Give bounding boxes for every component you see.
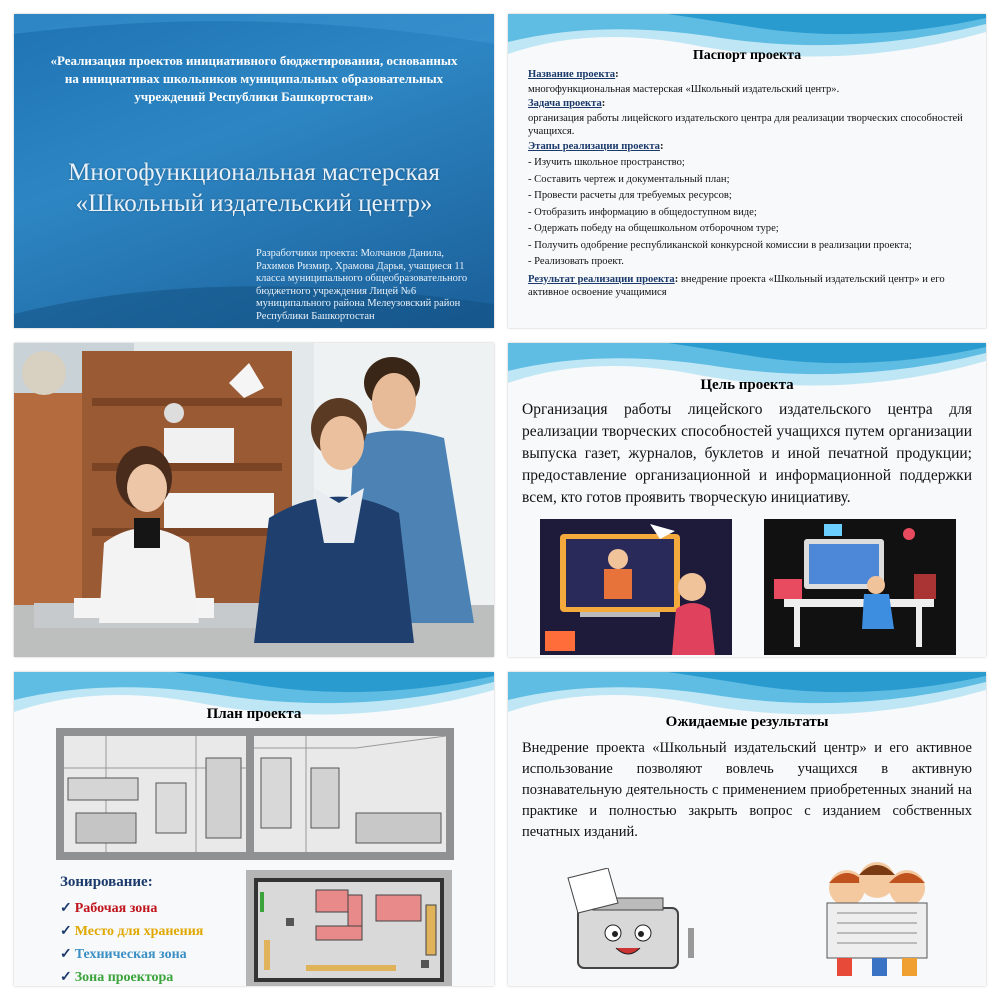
stage-item: - Одержать победу на общешкольном отборочном туре; xyxy=(528,223,779,234)
project-name-value: многофункциональная мастерская «Школьный издательский центр». xyxy=(528,83,840,95)
goal-slide[interactable] xyxy=(508,343,986,657)
plan-heading: План проекта xyxy=(206,706,302,722)
team-photo[interactable] xyxy=(14,343,494,657)
slide1-subtitle-line2: «Школьный издательский центр» xyxy=(75,190,433,217)
stage-item: - Изучить школьное пространство; xyxy=(528,157,685,168)
zone-label: Рабочая зона xyxy=(74,901,158,916)
check-icon: ✓ xyxy=(60,947,72,962)
floor-plan xyxy=(246,870,452,986)
results-text: Внедрение проекта «Школьный издательский центр» и его активное использование позволяют вовлечь учащихся в активную познавательную деятельность с применением приобретенных знаний на практике и полностью закрыть вопрос с изданием собственных печатных изданий. xyxy=(522,740,972,840)
online-teacher-illustration xyxy=(540,519,732,655)
zone-item-technical xyxy=(60,946,187,963)
project-result-value: внедрение проекта «Школьный издательский центр» и его активное освоение учащимися xyxy=(528,273,945,298)
passport-slide[interactable] xyxy=(508,14,986,328)
room-sketches xyxy=(56,728,454,860)
plan-slide[interactable] xyxy=(14,672,494,986)
kids-newspaper-illustration xyxy=(802,858,952,983)
stage-item: - Отобразить информацию в общедоступном виде; xyxy=(528,206,757,218)
results-slide[interactable] xyxy=(508,672,986,986)
zone-item-storage xyxy=(60,923,203,940)
project-result-label: Результат реализации проекта xyxy=(528,273,675,285)
wave-decoration xyxy=(508,672,986,742)
team-photo-image xyxy=(14,343,494,657)
zone-item-work xyxy=(60,900,157,917)
check-icon: ✓ xyxy=(60,970,72,985)
project-task-label: Задача проекта xyxy=(528,98,602,109)
stage-item: - Реализовать проект. xyxy=(528,256,624,267)
check-icon: ✓ xyxy=(60,901,72,916)
results-heading: Ожидаемые результаты xyxy=(665,714,829,730)
title-slide[interactable] xyxy=(14,14,494,328)
stage-item: - Составить чертеж и документальный план; xyxy=(528,173,730,185)
project-stages-label: Этапы реализации проекта xyxy=(528,140,660,152)
stage-item: - Получить одобрение республиканской конкурсной комиссии в реализации проекта; xyxy=(528,239,912,251)
check-icon: ✓ xyxy=(60,924,72,939)
workstation-illustration xyxy=(764,519,956,655)
zone-label: Место для хранения xyxy=(74,924,204,939)
zone-label: Техническая зона xyxy=(74,947,187,962)
zone-label: Зона проектора xyxy=(74,970,174,985)
goal-text: Организация работы лицейского издательского центра для реализации творческих способностей учащихся путем организации выпуска газет, журналов, буклетов и иной печатной продукции; предоставление организационной и информационной поддержки всем, кто готов проявить творческую инициативу. xyxy=(522,401,972,506)
zoning-title: Зонирование: xyxy=(60,874,153,890)
slide1-title: «Реализация проектов инициативного бюджетирования, основанных на инициативах школьников муниципальных образовательных учреждений Республики Башкортостан» xyxy=(50,53,458,104)
slide1-subtitle-line1: Многофункциональная мастерская xyxy=(68,159,440,186)
passport-body: Название проекта: многофункциональная мастерская «Школьный издательский центр». Задача проекта: организация работы лицейского издательского центра для реализации творческих способностей учащихся. Этапы реализации проекта: - Изучить школьное пространство; - Составить чертеж и документальный план; - Провести расчеты для требуемых ресурсов; - Отобразить информацию в общедоступном виде; - Одержать победу на общешкольном отборочном туре; - Получить одобрение республиканской конкурсной комиссии в реализации проекта; - Реализовать проект. Результат реализации проекта: внедрение проекта «Школьный издательский центр» и его активное освоение учащимися xyxy=(528,68,970,301)
project-task-value: организация работы лицейского издательского центра для реализации творческих способностей учащихся. xyxy=(528,112,963,137)
stage-item: - Провести расчеты для требуемых ресурсов; xyxy=(528,190,732,201)
slide1-subtitle xyxy=(34,157,474,219)
slide1-developers: Разработчики проекта: Молчанов Данила, Рахимов Ризмир, Храмова Дарья, учащиеся 11 класса муниципального общеобразовательного бюджетного учреждения Лицей №6 муниципального района Мелеузовский район Республики Башкортостан xyxy=(256,248,468,322)
passport-heading: Паспорт проекта xyxy=(692,48,802,63)
project-name-label: Название проекта xyxy=(528,69,616,80)
printer-mascot-illustration xyxy=(548,868,708,978)
goal-heading: Цель проекта xyxy=(700,377,794,393)
zone-item-projector xyxy=(60,969,173,986)
